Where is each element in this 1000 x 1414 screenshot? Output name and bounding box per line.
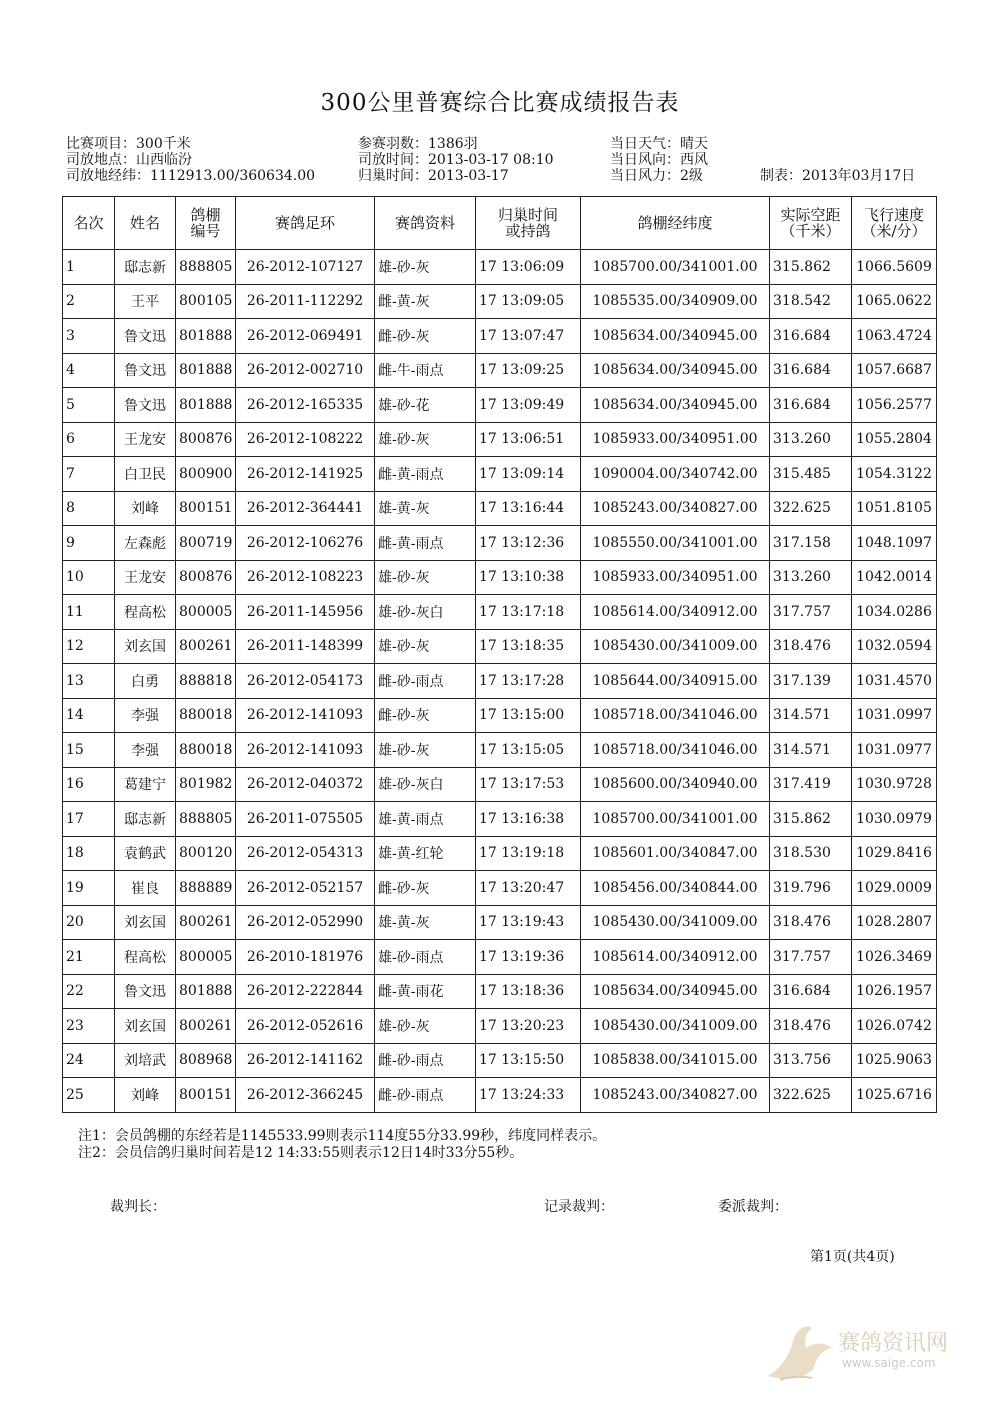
cell-name: 鲁文迅 [115,388,176,423]
table-row [63,491,937,526]
cell-loft-id: 801888 [176,974,236,1009]
cell-speed: 1031.0997 [852,698,937,733]
cell-bird-info: 雌-黄-雨花 [375,974,476,1009]
cell-rank: 22 [63,974,115,1009]
table-row [63,664,937,699]
table-row [63,940,937,975]
cell-rank: 23 [63,1009,115,1044]
info-wind-force: 当日风力：2级 [610,168,703,184]
cell-speed: 1028.2807 [852,905,937,940]
cell-loft-coords: 1085430.00/341009.00 [581,905,770,940]
cell-bird-info: 雄-砂-雨点 [375,940,476,975]
table-row [63,974,937,1009]
cell-rank: 21 [63,940,115,975]
cell-loft-coords: 1085933.00/340951.00 [581,422,770,457]
cell-distance: 318.530 [770,836,852,871]
record-judge-label: 记录裁判： [544,1199,614,1215]
cell-rank: 19 [63,871,115,906]
cell-speed: 1026.1957 [852,974,937,1009]
cell-speed: 1032.0594 [852,629,937,664]
cell-rank: 12 [63,629,115,664]
cell-loft-id: 800120 [176,836,236,871]
cell-rank: 9 [63,526,115,561]
cell-distance: 317.158 [770,526,852,561]
info-project: 比赛项目：300千米 [66,136,191,152]
cell-distance: 317.139 [770,664,852,699]
cell-loft-coords: 1085550.00/341001.00 [581,526,770,561]
header-bird-info: 赛鸽资料 [375,197,476,250]
notes [78,1128,606,1162]
header-rank: 名次 [63,197,115,250]
cell-ring-number: 26-2012-366245 [236,1078,375,1113]
cell-ring-number: 26-2012-108222 [236,422,375,457]
cell-arrival-time: 17 13:17:18 [476,595,581,630]
cell-bird-info: 雄-黄-灰 [375,905,476,940]
cell-loft-coords: 1085718.00/341046.00 [581,733,770,768]
cell-bird-info: 雌-黄-雨点 [375,526,476,561]
cell-loft-coords: 1085600.00/340940.00 [581,767,770,802]
cell-ring-number: 26-2012-364441 [236,491,375,526]
watermark-url: www.saige.com [842,1356,936,1370]
header-ring-number: 赛鸽足环 [236,197,375,250]
cell-speed: 1056.2577 [852,388,937,423]
cell-arrival-time: 17 13:15:50 [476,1043,581,1078]
info-prepared-date: 制表：2013年03月17日 [760,168,916,184]
cell-distance: 318.476 [770,905,852,940]
cell-ring-number: 26-2012-002710 [236,353,375,388]
cell-speed: 1055.2804 [852,422,937,457]
page-number: 第1页(共4页) [810,1249,895,1265]
cell-speed: 1025.9063 [852,1043,937,1078]
info-entries: 参赛羽数：1386羽 [358,136,478,152]
table-row [63,629,937,664]
cell-speed: 1063.4724 [852,319,937,354]
cell-bird-info: 雄-砂-灰白 [375,595,476,630]
cell-ring-number: 26-2011-148399 [236,629,375,664]
header-loft-coords: 鸽棚经纬度 [581,197,770,250]
cell-ring-number: 26-2012-052990 [236,905,375,940]
cell-bird-info: 雌-砂-雨点 [375,1078,476,1113]
cell-loft-id: 800105 [176,284,236,319]
cell-arrival-time: 17 13:09:05 [476,284,581,319]
cell-arrival-time: 17 13:19:36 [476,940,581,975]
cell-speed: 1031.0977 [852,733,937,768]
cell-speed: 1025.6716 [852,1078,937,1113]
cell-loft-coords: 1085838.00/341015.00 [581,1043,770,1078]
cell-loft-id: 800151 [176,1078,236,1113]
cell-name: 刘峰 [115,491,176,526]
cell-distance: 318.476 [770,629,852,664]
cell-loft-coords: 1085535.00/340909.00 [581,284,770,319]
cell-ring-number: 26-2012-069491 [236,319,375,354]
cell-name: 邸志新 [115,250,176,285]
cell-name: 葛建宁 [115,767,176,802]
cell-loft-coords: 1085634.00/340945.00 [581,353,770,388]
table-body [63,250,937,1113]
cell-rank: 16 [63,767,115,802]
cell-arrival-time: 17 13:19:43 [476,905,581,940]
cell-distance: 317.757 [770,595,852,630]
cell-bird-info: 雄-砂-灰 [375,733,476,768]
cell-bird-info: 雌-牛-雨点 [375,353,476,388]
cell-ring-number: 26-2012-108223 [236,560,375,595]
cell-arrival-time: 17 13:16:38 [476,802,581,837]
cell-bird-info: 雄-黄-灰 [375,491,476,526]
chief-judge-label: 裁判长： [110,1199,166,1215]
cell-loft-coords: 1085634.00/340945.00 [581,319,770,354]
cell-arrival-time: 17 13:17:28 [476,664,581,699]
cell-arrival-time: 17 13:09:49 [476,388,581,423]
cell-speed: 1031.4570 [852,664,937,699]
cell-distance: 315.862 [770,250,852,285]
cell-name: 白勇 [115,664,176,699]
cell-distance: 317.757 [770,940,852,975]
cell-loft-coords: 1085243.00/340827.00 [581,491,770,526]
cell-loft-coords: 1085700.00/341001.00 [581,250,770,285]
cell-loft-coords: 1085644.00/340915.00 [581,664,770,699]
note-2: 注2：会员信鸽归巢时间若是12 14:33:55则表示12日14时33分55秒。 [78,1145,524,1161]
cell-speed: 1029.8416 [852,836,937,871]
table-row [63,871,937,906]
info-return-time: 归巢时间：2013-03-17 [358,168,509,184]
cell-bird-info: 雄-砂-灰 [375,250,476,285]
cell-rank: 6 [63,422,115,457]
header-speed: 飞行速度 （米/分） [852,197,937,250]
page-title: 300公里普赛综合比赛成绩报告表 [320,90,680,116]
cell-arrival-time: 17 13:15:05 [476,733,581,768]
cell-arrival-time: 17 13:15:00 [476,698,581,733]
cell-loft-id: 880018 [176,698,236,733]
cell-rank: 24 [63,1043,115,1078]
cell-bird-info: 雌-黄-灰 [375,284,476,319]
cell-name: 刘玄国 [115,905,176,940]
cell-distance: 316.684 [770,974,852,1009]
table-row [63,250,937,285]
table-row [63,1009,937,1044]
cell-speed: 1051.8105 [852,491,937,526]
cell-arrival-time: 17 13:12:36 [476,526,581,561]
cell-arrival-time: 17 13:18:35 [476,629,581,664]
cell-ring-number: 26-2011-112292 [236,284,375,319]
cell-ring-number: 26-2012-054173 [236,664,375,699]
cell-loft-id: 808968 [176,1043,236,1078]
cell-ring-number: 26-2011-145956 [236,595,375,630]
header-name: 姓名 [115,197,176,250]
table-row [63,905,937,940]
cell-speed: 1030.9728 [852,767,937,802]
cell-speed: 1042.0014 [852,560,937,595]
table-row [63,457,937,492]
cell-rank: 13 [63,664,115,699]
cell-arrival-time: 17 13:24:33 [476,1078,581,1113]
cell-name: 刘峰 [115,1078,176,1113]
cell-arrival-time: 17 13:10:38 [476,560,581,595]
table-row [63,767,937,802]
table-row [63,836,937,871]
cell-name: 刘玄国 [115,629,176,664]
table-row [63,422,937,457]
cell-rank: 17 [63,802,115,837]
table-row [63,319,937,354]
cell-distance: 319.796 [770,871,852,906]
info-release-coords: 司放地经纬：1112913.00/360634.00 [66,168,316,184]
cell-arrival-time: 17 13:18:36 [476,974,581,1009]
table-row [63,353,937,388]
table-row [63,388,937,423]
cell-arrival-time: 17 13:20:23 [476,1009,581,1044]
cell-name: 鲁文迅 [115,974,176,1009]
cell-speed: 1030.0979 [852,802,937,837]
cell-rank: 15 [63,733,115,768]
cell-name: 李强 [115,698,176,733]
cell-speed: 1057.6687 [852,353,937,388]
cell-loft-id: 888805 [176,250,236,285]
cell-bird-info: 雄-砂-灰 [375,560,476,595]
cell-bird-info: 雌-砂-灰 [375,319,476,354]
cell-ring-number: 26-2012-106276 [236,526,375,561]
cell-distance: 315.862 [770,802,852,837]
header-distance: 实际空距 （千米） [770,197,852,250]
cell-distance: 315.485 [770,457,852,492]
cell-distance: 313.260 [770,560,852,595]
cell-loft-id: 888818 [176,664,236,699]
cell-bird-info: 雌-砂-灰 [375,871,476,906]
table-row [63,1078,937,1113]
watermark [760,1318,970,1390]
cell-loft-coords: 1085933.00/340951.00 [581,560,770,595]
cell-distance: 316.684 [770,353,852,388]
cell-rank: 2 [63,284,115,319]
cell-loft-id: 801888 [176,319,236,354]
cell-ring-number: 26-2012-052157 [236,871,375,906]
cell-loft-id: 801982 [176,767,236,802]
cell-loft-id: 801888 [176,353,236,388]
cell-loft-coords: 1085243.00/340827.00 [581,1078,770,1113]
cell-rank: 14 [63,698,115,733]
info-column-left [66,136,315,184]
cell-loft-id: 800005 [176,940,236,975]
cell-bird-info: 雌-砂-灰 [375,698,476,733]
cell-loft-id: 800261 [176,905,236,940]
cell-rank: 3 [63,319,115,354]
cell-loft-id: 800876 [176,422,236,457]
note-1: 注1：会员鸽棚的东经若是1145533.99则表示114度55分33.99秒，纬度同样表示。 [78,1128,607,1144]
cell-bird-info: 雄-砂-花 [375,388,476,423]
cell-loft-id: 800719 [176,526,236,561]
cell-name: 李强 [115,733,176,768]
cell-speed: 1048.1097 [852,526,937,561]
appointed-judge-label: 委派裁判： [718,1199,788,1215]
cell-bird-info: 雄-黄-雨点 [375,802,476,837]
cell-bird-info: 雄-砂-灰 [375,1009,476,1044]
cell-loft-id: 800005 [176,595,236,630]
cell-loft-id: 800151 [176,491,236,526]
cell-bird-info: 雄-黄-红轮 [375,836,476,871]
cell-name: 邸志新 [115,802,176,837]
cell-name: 刘培武 [115,1043,176,1078]
table-row [63,1043,937,1078]
cell-loft-coords: 1085718.00/341046.00 [581,698,770,733]
cell-loft-id: 801888 [176,388,236,423]
cell-loft-coords: 1085614.00/340912.00 [581,595,770,630]
info-wind-direction: 当日风向：西风 [610,152,708,168]
cell-rank: 5 [63,388,115,423]
table-row [63,595,937,630]
cell-loft-coords: 1085700.00/341001.00 [581,802,770,837]
cell-speed: 1029.0009 [852,871,937,906]
cell-ring-number: 26-2011-075505 [236,802,375,837]
cell-speed: 1026.3469 [852,940,937,975]
cell-name: 王龙安 [115,560,176,595]
cell-loft-coords: 1085634.00/340945.00 [581,974,770,1009]
cell-bird-info: 雌-砂-雨点 [375,664,476,699]
cell-name: 白卫民 [115,457,176,492]
cell-arrival-time: 17 13:20:47 [476,871,581,906]
table-row [63,733,937,768]
cell-rank: 18 [63,836,115,871]
table-header-row [63,197,937,250]
header-loft-id: 鸽棚 编号 [176,197,236,250]
cell-name: 王平 [115,284,176,319]
info-release-place: 司放地点：山西临汾 [66,152,192,168]
cell-speed: 1034.0286 [852,595,937,630]
watermark-text: 赛鸽资讯网 [838,1331,949,1356]
cell-ring-number: 26-2012-107127 [236,250,375,285]
cell-loft-coords: 1085430.00/341009.00 [581,629,770,664]
cell-loft-coords: 1085634.00/340945.00 [581,388,770,423]
cell-bird-info: 雌-砂-雨点 [375,1043,476,1078]
pigeon-logo-icon [760,1318,840,1390]
table-row [63,284,937,319]
cell-ring-number: 26-2012-054313 [236,836,375,871]
cell-rank: 11 [63,595,115,630]
cell-distance: 318.542 [770,284,852,319]
cell-loft-coords: 1085601.00/340847.00 [581,836,770,871]
cell-bird-info: 雄-砂-灰 [375,422,476,457]
cell-name: 鲁文迅 [115,319,176,354]
cell-speed: 1054.3122 [852,457,937,492]
table-row [63,560,937,595]
cell-speed: 1066.5609 [852,250,937,285]
cell-ring-number: 26-2010-181976 [236,940,375,975]
cell-arrival-time: 17 13:19:18 [476,836,581,871]
cell-loft-id: 888805 [176,802,236,837]
cell-name: 崔良 [115,871,176,906]
cell-arrival-time: 17 13:16:44 [476,491,581,526]
cell-distance: 322.625 [770,1078,852,1113]
cell-ring-number: 26-2012-222844 [236,974,375,1009]
cell-loft-coords: 1085614.00/340912.00 [581,940,770,975]
cell-name: 左森彪 [115,526,176,561]
cell-rank: 10 [63,560,115,595]
cell-arrival-time: 17 13:07:47 [476,319,581,354]
cell-loft-coords: 1085430.00/341009.00 [581,1009,770,1044]
cell-ring-number: 26-2012-141162 [236,1043,375,1078]
cell-distance: 318.476 [770,1009,852,1044]
cell-bird-info: 雌-黄-雨点 [375,457,476,492]
cell-loft-id: 800900 [176,457,236,492]
cell-rank: 4 [63,353,115,388]
cell-name: 鲁文迅 [115,353,176,388]
cell-loft-id: 800261 [176,1009,236,1044]
cell-name: 王龙安 [115,422,176,457]
cell-name: 程高松 [115,940,176,975]
table-row [63,802,937,837]
results-table [62,196,937,1113]
cell-ring-number: 26-2012-141925 [236,457,375,492]
cell-speed: 1026.0742 [852,1009,937,1044]
cell-rank: 7 [63,457,115,492]
cell-distance: 316.684 [770,319,852,354]
cell-rank: 25 [63,1078,115,1113]
info-weather: 当日天气：晴天 [610,136,708,152]
cell-distance: 316.684 [770,388,852,423]
cell-bird-info: 雄-砂-灰 [375,629,476,664]
cell-rank: 20 [63,905,115,940]
cell-name: 刘玄国 [115,1009,176,1044]
cell-distance: 322.625 [770,491,852,526]
table-row [63,526,937,561]
cell-distance: 313.756 [770,1043,852,1078]
cell-distance: 313.260 [770,422,852,457]
cell-loft-id: 880018 [176,733,236,768]
header-arrival-time: 归巢时间 或持鸽 [476,197,581,250]
cell-rank: 8 [63,491,115,526]
cell-ring-number: 26-2012-141093 [236,733,375,768]
cell-rank: 1 [63,250,115,285]
cell-arrival-time: 17 13:09:14 [476,457,581,492]
cell-ring-number: 26-2012-052616 [236,1009,375,1044]
cell-speed: 1065.0622 [852,284,937,319]
cell-ring-number: 26-2012-165335 [236,388,375,423]
cell-arrival-time: 17 13:06:09 [476,250,581,285]
cell-ring-number: 26-2012-141093 [236,698,375,733]
cell-loft-id: 888889 [176,871,236,906]
cell-name: 袁鹤武 [115,836,176,871]
info-column-right [610,136,708,184]
cell-loft-id: 800261 [176,629,236,664]
cell-arrival-time: 17 13:17:53 [476,767,581,802]
cell-distance: 317.419 [770,767,852,802]
cell-loft-coords: 1085456.00/340844.00 [581,871,770,906]
info-release-time: 司放时间：2013-03-17 08:10 [358,152,554,168]
cell-distance: 314.571 [770,733,852,768]
cell-bird-info: 雄-砂-灰白 [375,767,476,802]
cell-distance: 314.571 [770,698,852,733]
table-row [63,698,937,733]
cell-arrival-time: 17 13:09:25 [476,353,581,388]
cell-arrival-time: 17 13:06:51 [476,422,581,457]
cell-loft-id: 800876 [176,560,236,595]
cell-loft-coords: 1090004.00/340742.00 [581,457,770,492]
info-column-middle [358,136,554,184]
cell-name: 程高松 [115,595,176,630]
cell-ring-number: 26-2012-040372 [236,767,375,802]
